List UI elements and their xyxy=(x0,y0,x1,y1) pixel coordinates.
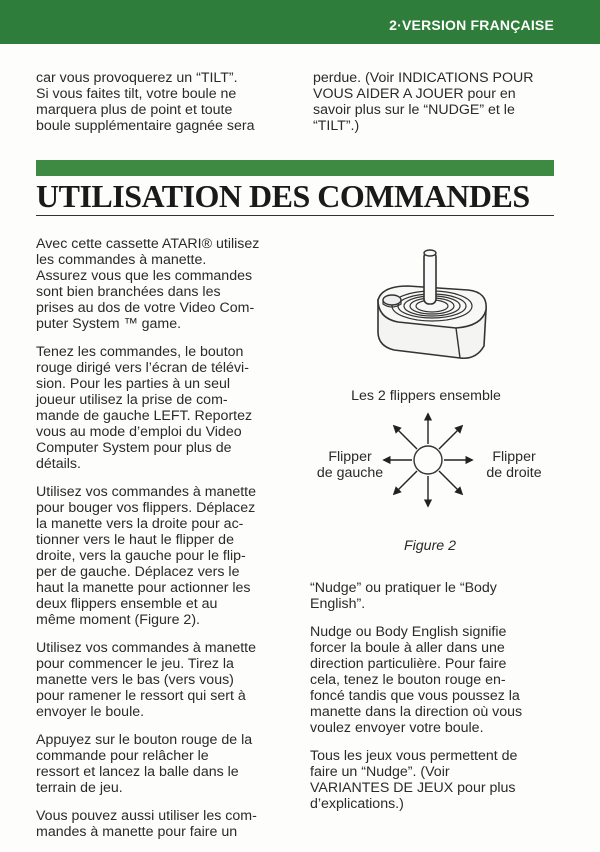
text-line: Flipper xyxy=(328,449,372,465)
text-line: Si vous faites tilt, votre boule ne xyxy=(36,86,237,102)
section-color-band xyxy=(36,160,554,176)
text-line: Utilisez vos commandes à manette xyxy=(36,640,256,656)
text-line: “TILT”.) xyxy=(313,118,360,134)
text-line: d’explications.) xyxy=(310,796,404,812)
text-line: sion. Pour les parties à un seul xyxy=(36,376,231,392)
text-line: Tenez les commandes, le bouton xyxy=(36,344,244,360)
paragraph xyxy=(36,236,288,332)
text-line: Utilisez vos commandes à manette xyxy=(36,484,256,500)
text-line: vous au mode d’emploi du Video xyxy=(36,424,242,440)
section-title: UTILISATION DES COMMANDES xyxy=(36,178,530,214)
text-line: Computer System pour plus de xyxy=(36,440,232,456)
text-line: Appuyez sur le bouton rouge de la xyxy=(36,732,253,748)
text-line: détails. xyxy=(36,456,81,472)
text-line: direction particulière. Pour faire xyxy=(310,656,507,672)
joystick-illustration xyxy=(368,246,498,362)
text-line: cela, tenez le bouton rouge en- xyxy=(310,672,506,688)
text-line: car vous provoquerez un “TILT”. xyxy=(36,70,238,86)
text-line: mande de gauche LEFT. Reportez xyxy=(36,408,253,424)
text-line: terrain de jeu. xyxy=(36,780,123,796)
text-line: pour bouger vos flippers. Déplacez xyxy=(36,500,256,516)
text-line: de droite xyxy=(486,465,542,481)
paragraph xyxy=(310,580,562,612)
text-line: per de gauche. Déplacez vers le xyxy=(36,564,240,580)
text-line: forcer la boule à aller dans une xyxy=(310,640,505,656)
text-line: même moment (Figure 2). xyxy=(36,612,200,628)
left-column xyxy=(36,236,288,852)
text-line: Assurez vous que les commandes xyxy=(36,268,253,284)
text-line: English”. xyxy=(310,596,366,612)
text-line: VARIANTES DE JEUX pour plus xyxy=(310,780,516,796)
paragraph xyxy=(36,640,288,720)
paragraph xyxy=(36,484,288,628)
text-line: Nudge ou Body English signifie xyxy=(310,624,507,640)
paragraph xyxy=(310,748,562,812)
text-line: la manette vers la droite pour ac- xyxy=(36,516,244,532)
text-line: pour ramener le ressort qui sert à xyxy=(36,688,246,704)
text-line: foncé tandis que vous poussez la xyxy=(310,688,520,704)
text-line: Avec cette cassette ATARI® utilisez xyxy=(36,236,260,252)
text-line: prises au dos de votre Video Com- xyxy=(36,300,255,316)
text-line: envoyer le boule. xyxy=(36,704,145,720)
text-line: puter System ™ game. xyxy=(36,316,182,332)
header-band xyxy=(0,0,600,44)
text-line: manette dans la direction où vous xyxy=(310,704,523,720)
text-line: joueur utilisez la prise de com- xyxy=(36,392,228,408)
text-line: pour commencer le jeu. Tirez la xyxy=(36,656,234,672)
top-right-text xyxy=(313,70,573,134)
text-line: boule supplémentaire gagnée sera xyxy=(36,118,255,134)
paragraph xyxy=(36,344,288,472)
text-line: commande pour relâcher le xyxy=(36,748,209,764)
text-line: tionner vers le haut le flipper de xyxy=(36,532,234,548)
text-line: deux flippers ensemble et au xyxy=(36,596,218,612)
text-line: faire un “Nudge”. (Voir xyxy=(310,764,450,780)
text-line: voulez envoyer votre boule. xyxy=(310,720,484,736)
text-line: haut la manette pour actionner les xyxy=(36,580,251,596)
paragraph xyxy=(310,624,562,736)
text-line: les commandes à manette. xyxy=(36,252,207,268)
left-flipper-label xyxy=(304,449,396,481)
text-line: mandes à manette pour faire un xyxy=(36,824,238,840)
figure-caption: Figure 2 xyxy=(403,538,457,554)
text-line: de gauche xyxy=(316,465,384,481)
right-flipper-label xyxy=(472,449,556,481)
text-line: sont bien branchées dans les xyxy=(36,284,221,300)
text-line: marquera plus de point et toute xyxy=(36,102,233,118)
both-flippers-label: Les 2 flippers ensemble xyxy=(351,388,501,404)
text-line: perdue. (Voir INDICATIONS POUR xyxy=(313,70,534,86)
text-line: rouge dirigé vers l’écran de télévi- xyxy=(36,360,249,376)
top-left-text xyxy=(36,70,296,134)
text-line: manette vers le bas (vers vous) xyxy=(36,672,234,688)
paragraph xyxy=(36,732,288,796)
text-line: Flipper xyxy=(492,449,536,465)
text-line: droite, vers la gauche pour le flip- xyxy=(36,548,246,564)
paragraph xyxy=(36,808,288,840)
text-line: “Nudge” ou pratiquer le “Body xyxy=(310,580,497,596)
text-line: Tous les jeux vous permettent de xyxy=(310,748,518,764)
right-column xyxy=(310,580,562,824)
text-line: ressort et lancez la balle dans le xyxy=(36,764,239,780)
section-header-label: 2·VERSION FRANÇAISE xyxy=(389,17,554,33)
text-line: VOUS AIDER A JOUER pour en xyxy=(313,86,516,102)
text-line: Vous pouvez aussi utiliser les com- xyxy=(36,808,257,824)
title-divider xyxy=(36,215,554,216)
text-line: savoir plus sur le “NUDGE” et le xyxy=(313,102,515,118)
